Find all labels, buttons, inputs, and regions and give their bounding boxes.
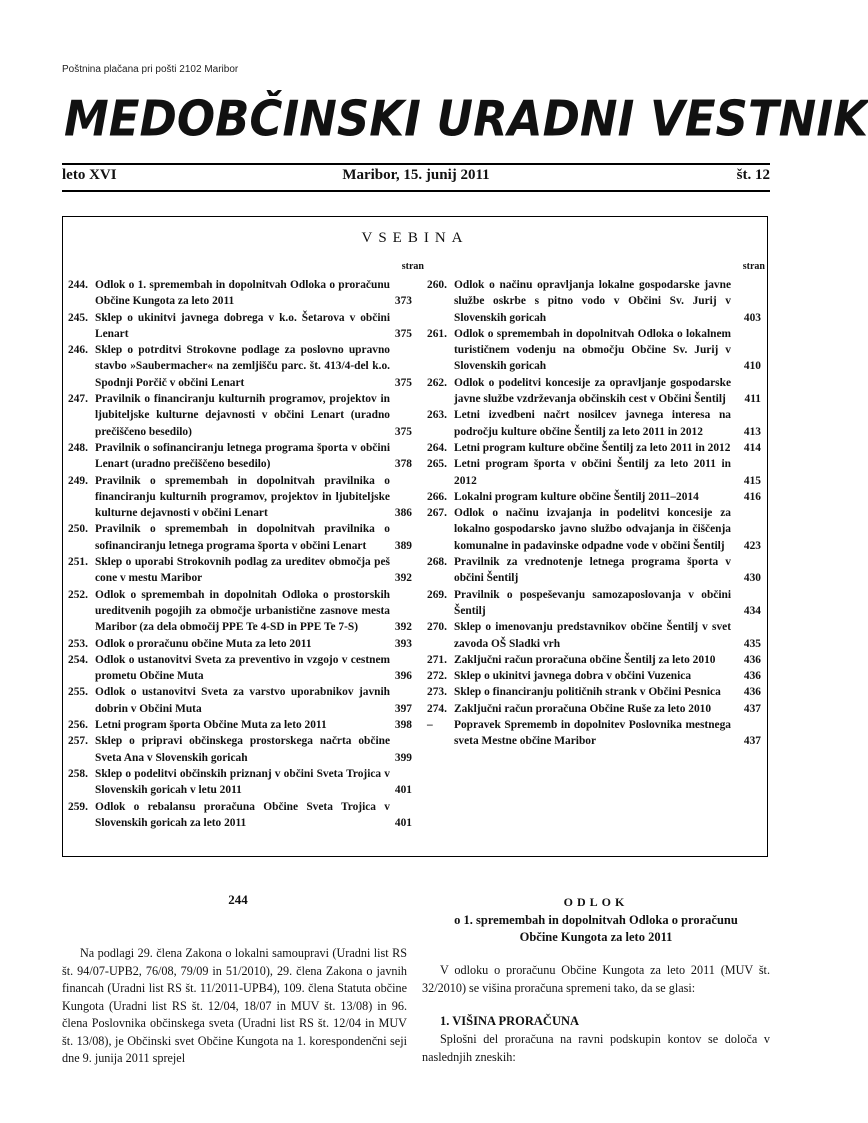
toc-title: VSEBINA (361, 230, 469, 246)
toc-entry (427, 652, 765, 668)
toc-entry-number: 257. (68, 735, 88, 748)
toc-entry-page: 393 (394, 637, 412, 650)
toc-entry (68, 277, 424, 310)
toc-entry (427, 668, 765, 684)
decree-title (422, 894, 770, 947)
toc-entry (68, 391, 424, 440)
toc-entry-page: 437 (743, 735, 761, 748)
toc-entry-page: 416 (743, 490, 761, 503)
toc-entry-number: 255. (68, 686, 88, 699)
toc-entry-title: Letni program športa Občine Muta za leto 2011 (95, 719, 327, 732)
toc-entry-number: 246. (68, 344, 88, 357)
toc-entry-page: 399 (394, 751, 412, 764)
toc-entry-page: 378 (394, 458, 412, 471)
article-number: 244 (228, 892, 248, 907)
toc-entry-title: Pravilnik o sofinanciranju letnega programa športa v občini Lenart (uradno prečiščeno besedilo) (95, 441, 390, 471)
toc-entry-page: 415 (743, 474, 761, 487)
toc-entry (68, 799, 424, 832)
section-heading: 1. VIŠINA PRORAČUNA (440, 1014, 580, 1028)
toc-entry-title: Pravilnik o financiranju kulturnih programov, projektov in ljubiteljske kulturne dejavnosti v občini Lenart (uradno prečiščeno besedilo) (95, 393, 390, 438)
toc-entry-page: 436 (743, 670, 761, 683)
toc-entry-number: 258. (68, 767, 88, 780)
toc-entry-title: Zaključni račun proračuna Občine Ruše za leto 2010 (454, 702, 712, 715)
issue-number: št. 12 (736, 167, 770, 183)
toc-entry-page: 434 (743, 604, 761, 617)
toc-entry-title: Sklep o imenovanju predstavnikov občine Šentilj v svet zavoda OŠ Sladki vrh (454, 621, 731, 650)
toc-entry-page: 403 (743, 311, 761, 324)
toc-entry-title: Pravilnik za vrednotenje letnega programa športa v občini Šentilj (454, 556, 731, 585)
toc-entry-number: 245. (68, 311, 88, 324)
toc-entry-title: Sklep o podelitvi občinskih priznanj v občini Sveta Trojica v Slovenskih goricah v letu 2011 (95, 767, 390, 797)
toc-entries-left (68, 277, 424, 831)
toc-entry-number: 251. (68, 556, 88, 569)
toc-entry-number: 264. (427, 441, 447, 454)
toc-entry-page: 436 (743, 653, 761, 666)
masthead-title: MEDOBČINSKI URADNI VESTNIK (64, 90, 868, 148)
toc-entry (427, 619, 765, 652)
toc-entry-title: Sklep o potrditvi Strokovne podlage za poslovno upravno stavbo »Saubermacher« na zemljišču parc. št. 413/4-del k.o. Spodnji Porčič v občini Lenart (95, 344, 390, 389)
toc-entry-number: 262. (427, 376, 447, 389)
toc-entry (68, 766, 424, 799)
toc-entry (427, 489, 765, 505)
toc-entry-title: Pravilnik o spremembah in dopolnitvah pravilnika o financiranju kulturnih programov, projektov in ljubiteljske kulturne dejavnosti v občini Lenart (95, 474, 390, 520)
toc-entry (68, 717, 424, 733)
decree-title-line2: o 1. spremembah in dopolnitvah Odloka o proračunu (454, 912, 738, 927)
toc-entry-title: Odlok o spremembah in dopolnitvah Odloka o lokalnem turističnem vodenju na območju Občine Sv. Jurij v Slovenskih goricah (454, 327, 731, 373)
toc-entry-page: 437 (743, 702, 761, 715)
toc-entry-number: 247. (68, 393, 88, 406)
toc-entry-page: 436 (743, 686, 761, 699)
toc-entry-page: 411 (744, 393, 761, 406)
toc-entry (427, 456, 765, 489)
issue-line (62, 167, 770, 187)
toc-entry (68, 310, 424, 343)
toc-entry-title: Sklep o pripravi občinskega prostorskega načrta občine Sveta Ana v Slovenskih goricah (95, 735, 390, 764)
toc-entry-page: 375 (394, 376, 412, 389)
decree-title-line1: ODLOK (563, 895, 629, 909)
toc-entry (68, 473, 424, 522)
toc-entry (68, 684, 424, 717)
toc-entry-number: 248. (68, 441, 88, 454)
toc-entry-page: 401 (394, 816, 412, 829)
toc-entry-title: Letni izvedbeni načrt nosilcev javnega interesa na področju kulture občine Šentilj za leto 2011 in 2012 (454, 409, 731, 438)
toc-entry-number: 249. (68, 474, 88, 487)
toc-entry-number: 244. (68, 279, 88, 291)
toc-entry-title: Odlok o ustanovitvi Sveta za varstvo uporabnikov javnih dobrin v Občini Muta (95, 686, 390, 715)
toc-entry (427, 717, 765, 750)
header-rule-bottom (62, 190, 770, 192)
toc-entry (427, 505, 765, 554)
toc-entry (427, 375, 765, 408)
toc-entry-page: 414 (743, 441, 761, 454)
toc-entry-number: 271. (427, 653, 447, 666)
issue-year: leto XVI (62, 167, 117, 183)
section-text: Splošni del proračuna na ravni podskupin kontov se določa v naslednjih zneskih: (422, 1032, 770, 1064)
toc-entry (427, 440, 765, 456)
toc-entry-page: 423 (743, 539, 761, 552)
toc-entry (68, 342, 424, 391)
toc-entry-title: Sklep o uporabi Strokovnih podlag za ureditev območja peš cone v mestu Maribor (95, 556, 390, 585)
toc-entry-title: Odlok o 1. spremembah in dopolnitvah Odloka o proračunu Občine Kungota za leto 2011 (95, 279, 390, 308)
issue-place-date: Maribor, 15. junij 2011 (342, 167, 490, 183)
toc-entry-page: 397 (394, 702, 412, 715)
toc-entry-page: 375 (394, 327, 412, 340)
toc-entry-number: 250. (68, 523, 88, 536)
toc-page-label: stran (742, 261, 765, 272)
toc-entry-title: Pravilnik o pospeševanju samozaposlovanja v občini Šentilj (454, 588, 731, 617)
toc-entry-title: Odlok o spremembah in dopolnitah Odloka o prostorskih ureditvenih pogojih za območje urbanistične zasnove mesta Maribor (za dela območij PPE Te 4-SD in PPE Te 7-S) (95, 588, 390, 634)
toc-page-label: stran (401, 261, 424, 272)
toc-entry (68, 652, 424, 685)
toc-entry-number: 256. (68, 719, 88, 732)
decree-title-line3: Občine Kungota za leto 2011 (519, 930, 673, 944)
toc-entry (427, 684, 765, 700)
toc-entry-number: 268. (427, 556, 447, 569)
toc-entry-page: 396 (394, 670, 412, 683)
toc-entry-page: 413 (743, 425, 761, 438)
table-of-contents (62, 216, 768, 857)
toc-entry-number: 253. (68, 637, 88, 650)
header-rule-top (62, 163, 770, 165)
toc-entry-title: Sklep o ukinitvi javnega dobra v občini Vuzenica (454, 670, 692, 683)
toc-entry (427, 277, 765, 326)
toc-entry-page: 435 (743, 637, 761, 650)
toc-entry-number: 269. (427, 588, 447, 601)
toc-entry-title: Odlok o ustanovitvi Sveta za preventivo in vzgojo v cestnem prometu Občine Muta (95, 653, 390, 683)
toc-entry-page: 401 (394, 784, 412, 797)
toc-entry (427, 587, 765, 620)
toc-entry (427, 554, 765, 587)
toc-entry-number: 270. (427, 621, 447, 634)
toc-entry (68, 587, 424, 636)
postage-note: Poštnina plačana pri pošti 2102 Maribor (62, 64, 239, 75)
toc-entry-number: 265. (427, 458, 447, 471)
toc-entry (427, 326, 765, 375)
toc-entry-number: 272. (427, 670, 447, 683)
toc-entry-page: 375 (394, 425, 412, 438)
article-preamble: Na podlagi 29. člena Zakona o lokalni samoupravi (Uradni list RS št. 94/07-UPB2, 76/08, 79/09 in 51/2010), 29. člena Zakona o javnih financah (Uradni list RS št. 11/2011-UPB4), 109. člena Statuta občine Kungota (Uradni list RS št. 12/04, 18/07 in MUV št. 13/08) in 96. člena Poslovnika občinskega sveta (Uradni list RS št. 12/04 in MUV št. 13/08), je Občinski svet Občine Kungota na 1. korespondenčni seji dne 9. junija 2011 sprejel (62, 946, 407, 1065)
toc-entry-number: 263. (427, 409, 447, 422)
toc-entry (68, 554, 424, 587)
toc-entry-page: 430 (743, 572, 761, 585)
toc-entry (68, 440, 424, 473)
toc-entry-page: 392 (394, 572, 412, 585)
toc-entry-number: – (427, 719, 433, 732)
toc-entry-page: 398 (394, 719, 412, 732)
toc-entry-page: 386 (394, 507, 412, 520)
decree-intro: V odloku o proračunu Občine Kungota za leto 2011 (MUV št. 32/2010) se višina proračuna spremeni tako, da se glasi: (422, 963, 770, 995)
toc-entry-page: 410 (743, 360, 761, 373)
toc-entry (427, 701, 765, 717)
toc-entry-title: Odlok o proračunu občine Muta za leto 2011 (95, 637, 312, 650)
toc-entry-number: 266. (427, 490, 447, 503)
toc-entry-page: 389 (394, 539, 412, 552)
toc-entry-title: Letni program športa v občini Šentilj za leto 2011 in 2012 (454, 458, 731, 487)
toc-entry-page: 373 (394, 295, 412, 308)
toc-entry-title: Letni program kulture občine Šentilj za leto 2011 in 2012 (454, 441, 731, 454)
toc-entry (68, 733, 424, 766)
toc-entry-title: Popravek Sprememb in dopolnitev Poslovnika mestnega sveta Mestne občine Maribor (454, 719, 731, 748)
toc-entry-number: 273. (427, 686, 447, 699)
toc-entry-title: Zaključni račun proračuna občine Šentilj za leto 2010 (454, 653, 716, 666)
toc-entry-title: Sklep o ukinitvi javnega dobrega v k.o. Šetarova v občini Lenart (95, 311, 390, 340)
toc-entry-number: 259. (68, 800, 88, 813)
toc-entry-title: Odlok o podelitvi koncesije za opravljanje gospodarske javne službe vzdrževanja občinskih cest v Občini Šentilj (454, 376, 731, 406)
toc-entry-number: 254. (68, 653, 88, 666)
toc-entry-number: 260. (427, 279, 447, 291)
toc-entry-title: Odlok o rebalansu proračuna Občine Sveta Trojica v Slovenskih goricah za leto 2011 (95, 800, 390, 829)
toc-entry (68, 521, 424, 554)
toc-entry-number: 261. (427, 327, 447, 340)
toc-entry (68, 636, 424, 652)
toc-entry-title: Odlok o načinu opravljanja lokalne gospodarske javne službe oskrbe s pitno vodo v Občini Sv. Jurij v Slovenskih goricah (454, 279, 731, 324)
toc-entry-title: Pravilnik o spremembah in dopolnitvah pravilnika o sofinanciranju letnega programa športa v občini Lenart (95, 523, 390, 552)
toc-entry-number: 267. (427, 507, 447, 520)
toc-entry-number: 252. (68, 588, 88, 601)
toc-entry (427, 407, 765, 440)
toc-entry-title: Lokalni program kulture občine Šentilj 2011–2014 (454, 490, 699, 503)
toc-entry-number: 274. (427, 702, 447, 715)
toc-entries-right (427, 277, 765, 750)
toc-entry-page: 392 (394, 621, 412, 634)
toc-entry-title: Odlok o načinu izvajanja in podelitvi koncesije za lokalno gospodarsko javno službo odvajanja in čiščenja komunalne in padavinske odpadne vode v občini Šentilj (454, 507, 731, 552)
toc-entry-title: Sklep o financiranju političnih strank v Občini Pesnica (454, 686, 721, 699)
